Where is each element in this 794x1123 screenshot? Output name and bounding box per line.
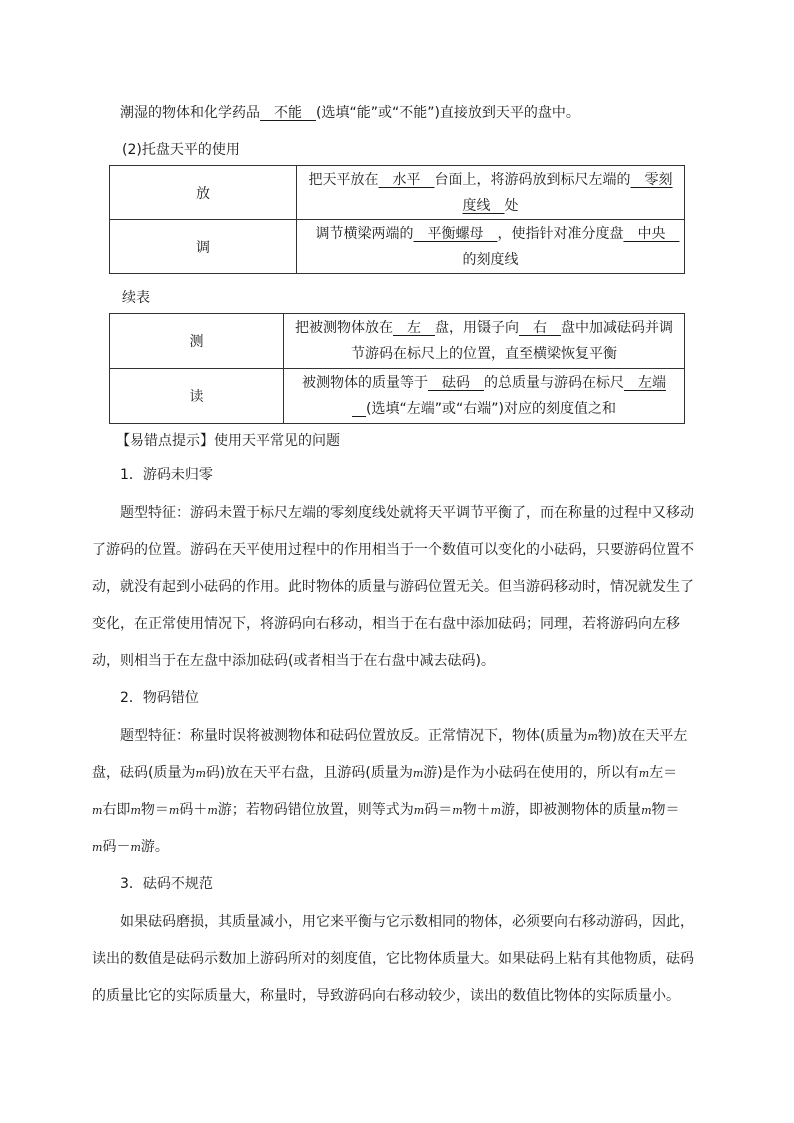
- answer-blank: 左端: [624, 375, 666, 391]
- row-content: 把被测物体放在 左 盘，用镊子向 右 盘中加减砝码并调 节游码在标尺上的位置，直至横梁恢复平衡: [284, 314, 685, 369]
- row-label: 放: [110, 166, 297, 220]
- paragraph-line: 变化，在正常使用情况下，将游码向右移动，相当于在右盘中添加砝码；同理，若将游码向左移: [92, 616, 680, 632]
- balance-usage-table: [109, 165, 685, 274]
- row-label: 调: [110, 220, 297, 274]
- top-line: [120, 103, 580, 123]
- balance-usage-table-continued: [109, 313, 685, 424]
- answer-blank: 中央: [623, 225, 680, 242]
- paragraph-line: 盘，砝码(质量为m码)放在天平右盘，且游码(质量为m游)是作为小砝码在使用的，所以有m左＝: [92, 765, 678, 781]
- top-line-text-tail: (选填“能”或“不能”)直接放到天平的盘中。: [316, 105, 580, 121]
- row-content: 把天平放在 水平 台面上，将游码放到标尺左端的 零刻 度线 处: [297, 166, 685, 220]
- answer-blank: 左: [393, 320, 435, 336]
- answer-blank: 零刻: [630, 171, 673, 188]
- paragraph-line: 读出的数值是砝码示数加上游码所对的刻度值，它比物体质量大。如果砝码上粘有其他物质，砝码: [92, 951, 694, 967]
- paragraph-line: 的质量比它的实际质量大，称量时，导致游码向右移动较少，读出的数值比物体的实际质量小。: [92, 988, 680, 1004]
- paragraph-line: 题型特征：称量时误将被测物体和砝码位置放反。正常情况下，物体(质量为m物)放在天平左: [120, 728, 688, 744]
- tip-heading: 【易错点提示】使用天平常见的问题: [116, 433, 340, 449]
- table-row: [110, 166, 685, 220]
- paragraph-line: 题型特征：游码未置于标尺左端的零刻度线处就将天平调节平衡了，而在称量的过程中又移动: [120, 505, 694, 521]
- answer-blank: 右: [519, 320, 561, 336]
- section-heading: 2．物码错位: [120, 690, 199, 706]
- paragraph-line: m右即m物＝m码＋m游；若物码错位放置，则等式为m码＝m物＋m游，即被测物体的质量m物＝: [92, 802, 680, 818]
- top-line-text: 潮湿的物体和化学药品: [120, 105, 260, 121]
- table-row: [110, 220, 685, 274]
- row-label: 读: [110, 369, 284, 424]
- answer-blank: 水平: [378, 171, 435, 188]
- row-content: 被测物体的质量等于 砝码 的总质量与游码在标尺 左端 (选填“左端”或“右端”)对应的刻度值之和: [284, 369, 685, 424]
- answer-blank: 砝码: [428, 375, 484, 391]
- answer-blank: 不能: [260, 105, 316, 121]
- answer-blank: [352, 401, 366, 417]
- paragraph-line: 了游码的位置。游码在天平使用过程中的作用相当于一个数值可以变化的小砝码，只要游码位置不: [92, 542, 694, 558]
- section-heading: 3．砝码不规范: [120, 876, 213, 892]
- answer-blank: 度线: [462, 197, 505, 214]
- table-row: [110, 314, 685, 369]
- paragraph-line: 动，就没有起到小砝码的作用。此时物体的质量与游码位置无关。但当游码移动时，情况就发生了: [92, 579, 694, 595]
- table-row: [110, 369, 685, 424]
- paragraph-line: m码－m游。: [92, 839, 169, 855]
- section-heading: 1．游码未归零: [120, 467, 213, 483]
- paragraph-line: 动，则相当于在左盘中添加砝码(或者相当于在右盘中减去砝码)。: [92, 653, 495, 669]
- section-title: (2)托盘天平的使用: [122, 142, 240, 158]
- paragraph-line: 如果砝码磨损，其质量减小，用它来平衡与它示数相同的物体，必须要向右移动游码，因此，: [120, 914, 694, 930]
- row-label: 测: [110, 314, 284, 369]
- continued-label: 续表: [122, 290, 150, 306]
- answer-blank: 平衡螺母: [413, 225, 498, 242]
- row-content: 调节横梁两端的 平衡螺母 ，使指针对准分度盘 中央 的刻度线: [297, 220, 685, 274]
